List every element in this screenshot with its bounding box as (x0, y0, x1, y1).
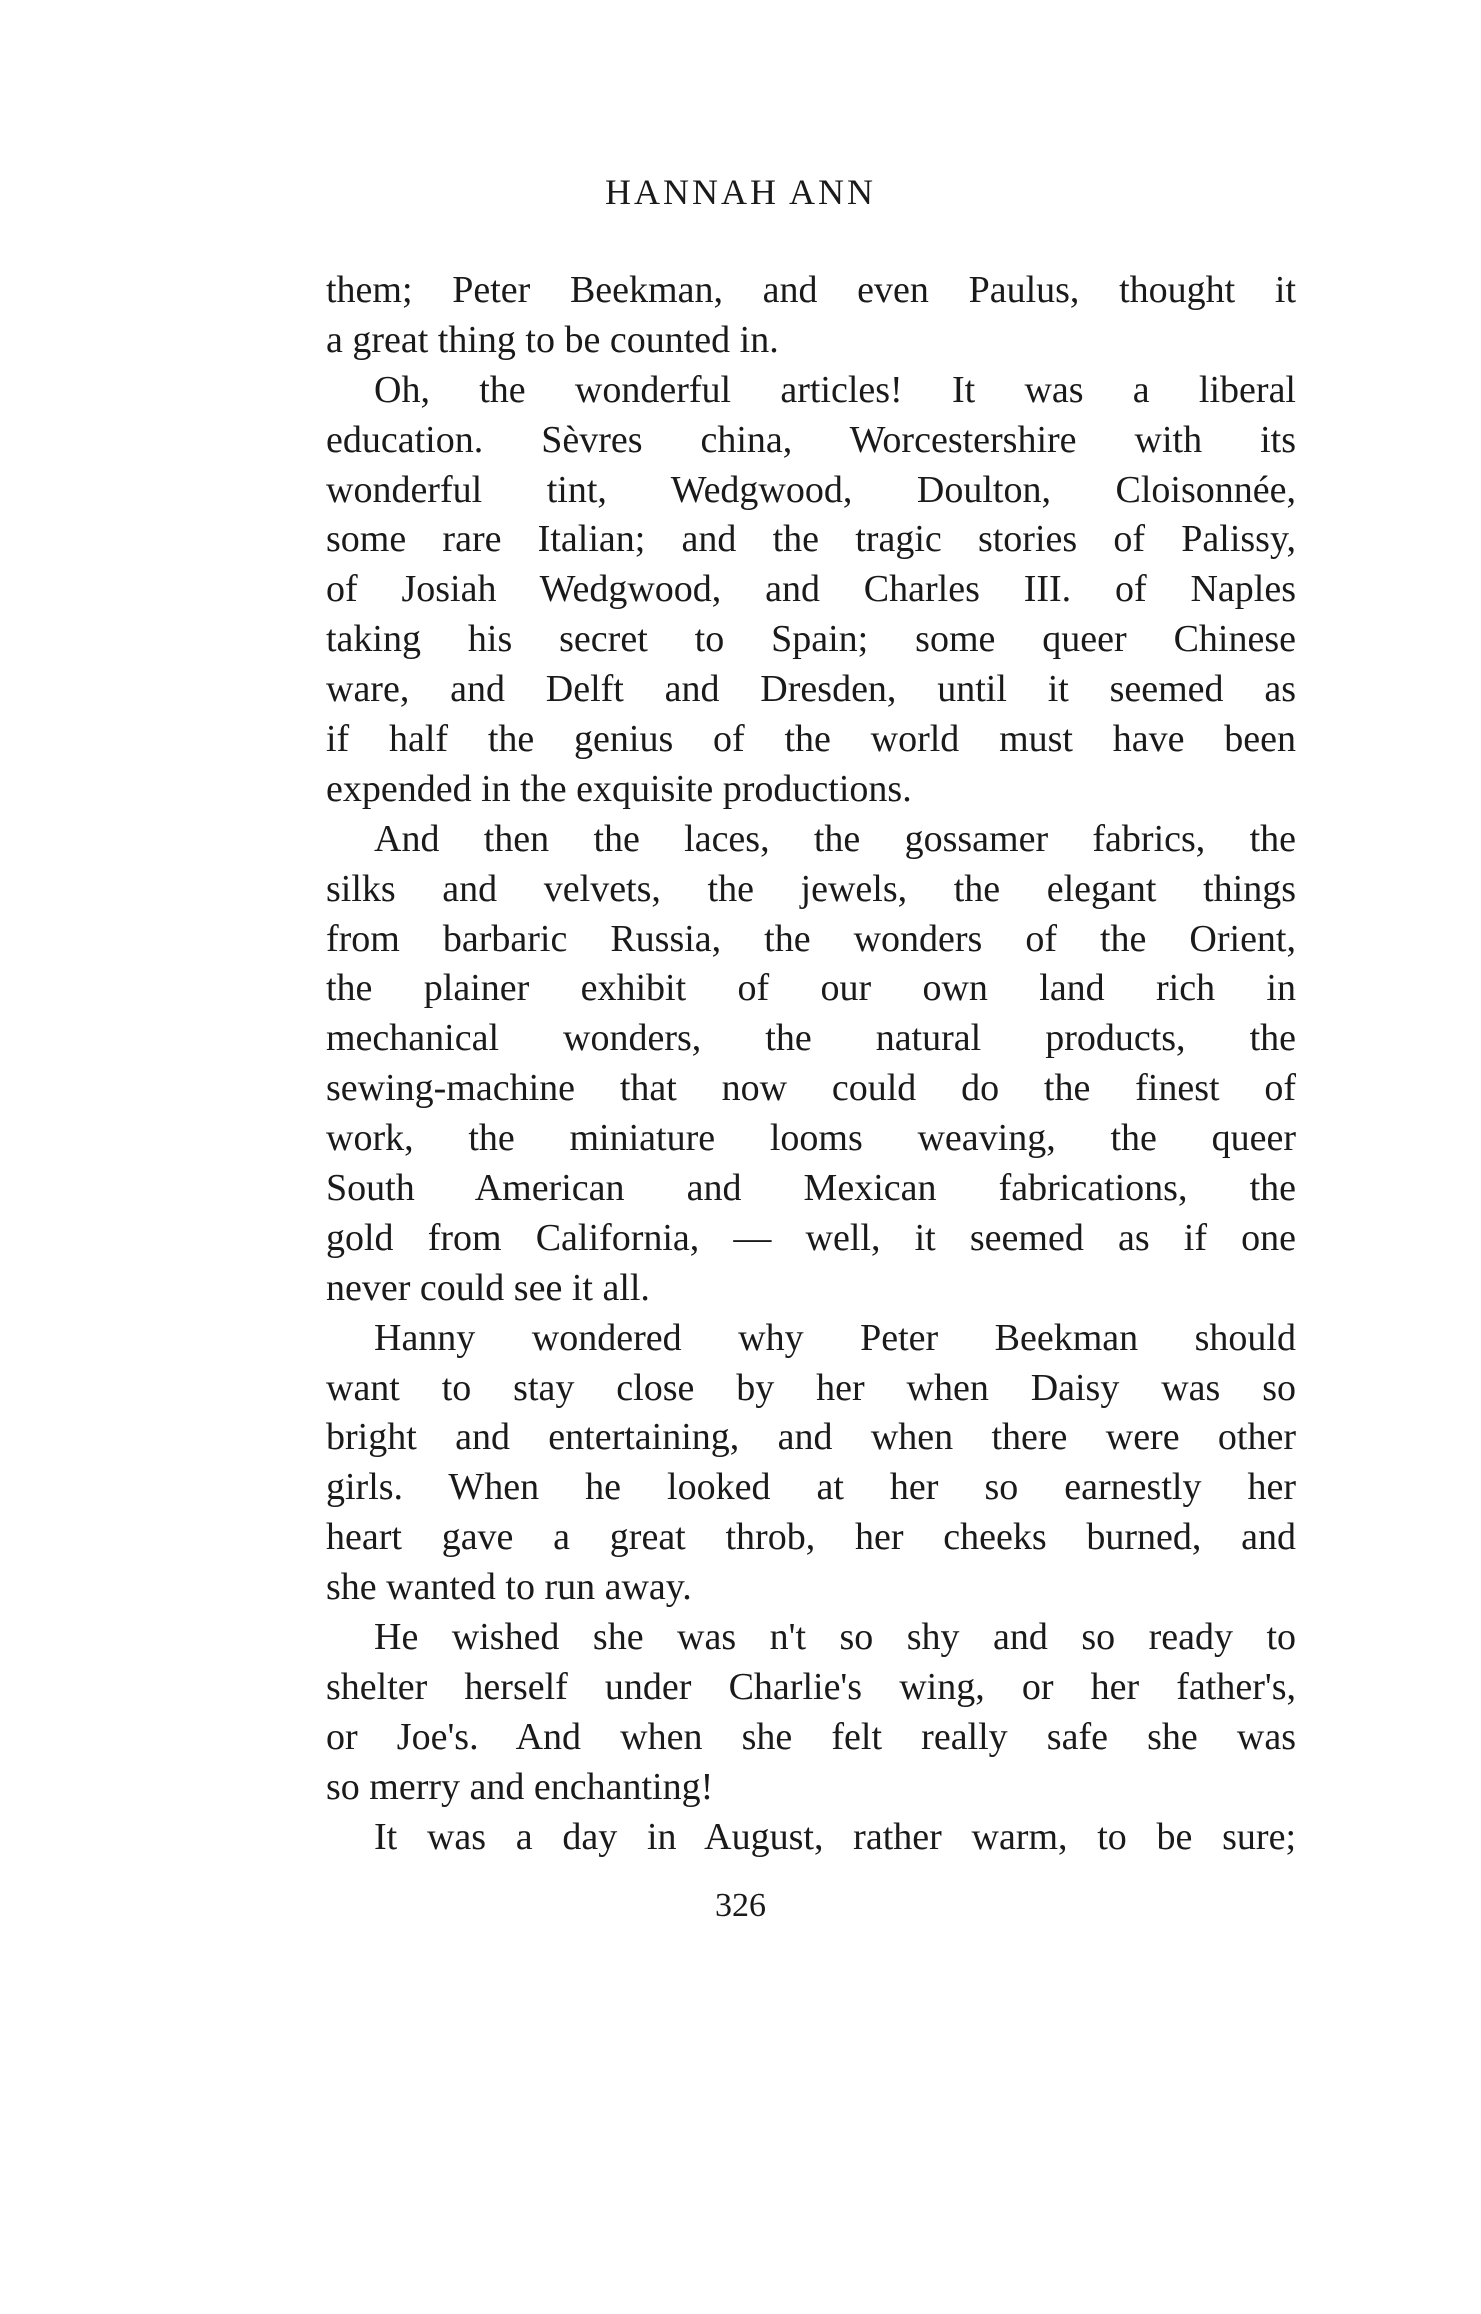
text-line: And then the laces, the gossamer fabrics, the (374, 817, 1296, 860)
text-line: silks and velvets, the jewels, the elegant things (326, 867, 1296, 910)
text-line: some rare Italian; and the tragic stories of Palissy, (326, 518, 1296, 561)
text-line: so merry and enchanting! (326, 1765, 714, 1808)
text-line: It was a day in August, rather warm, to be sure; (374, 1815, 1296, 1858)
running-title: HANNAH ANN (605, 172, 876, 212)
text-line: ware, and Delft and Dresden, until it seemed as (326, 668, 1296, 711)
text-line: if half the genius of the world must have been (326, 718, 1296, 761)
text-line: of Josiah Wedgwood, and Charles III. of Naples (326, 568, 1296, 611)
text-line: expended in the exquisite productions. (326, 767, 912, 810)
text-line: wonderful tint, Wedgwood, Doulton, Cloisonnée, (326, 468, 1296, 511)
text-line: South American and Mexican fabrications, the (326, 1167, 1296, 1210)
text-line: bright and entertaining, and when there were other (326, 1416, 1296, 1459)
text-line: a great thing to be counted in. (326, 318, 779, 361)
body-text (326, 266, 1296, 1863)
text-line: the plainer exhibit of our own land rich in (326, 967, 1296, 1010)
text-line: work, the miniature looms weaving, the queer (326, 1117, 1296, 1160)
text-line: Oh, the wonderful articles! It was a liberal (374, 368, 1296, 411)
text-line: girls. When he looked at her so earnestly her (326, 1466, 1296, 1509)
text-line: mechanical wonders, the natural products, the (326, 1017, 1296, 1060)
text-line: education. Sèvres china, Worcestershire with its (326, 418, 1296, 461)
text-line: them; Peter Beekman, and even Paulus, thought it (326, 269, 1296, 311)
text-line: gold from California, — well, it seemed as if one (326, 1216, 1296, 1259)
text-line: heart gave a great throb, her cheeks burned, and (326, 1516, 1296, 1559)
text-line: Hanny wondered why Peter Beekman should (374, 1316, 1296, 1359)
text-line: never could see it all. (326, 1266, 650, 1309)
text-line: shelter herself under Charlie's wing, or her father's, (326, 1665, 1296, 1708)
text-line: taking his secret to Spain; some queer Chinese (326, 618, 1296, 661)
text-line: or Joe's. And when she felt really safe she was (326, 1715, 1296, 1758)
text-line: sewing-machine that now could do the finest of (326, 1067, 1296, 1110)
text-line: she wanted to run away. (326, 1566, 692, 1609)
page-number: 326 (715, 1887, 766, 1924)
text-line: He wished she was n't so shy and so ready to (374, 1616, 1296, 1659)
text-line: want to stay close by her when Daisy was so (326, 1366, 1296, 1409)
text-line: from barbaric Russia, the wonders of the Orient, (326, 917, 1296, 960)
